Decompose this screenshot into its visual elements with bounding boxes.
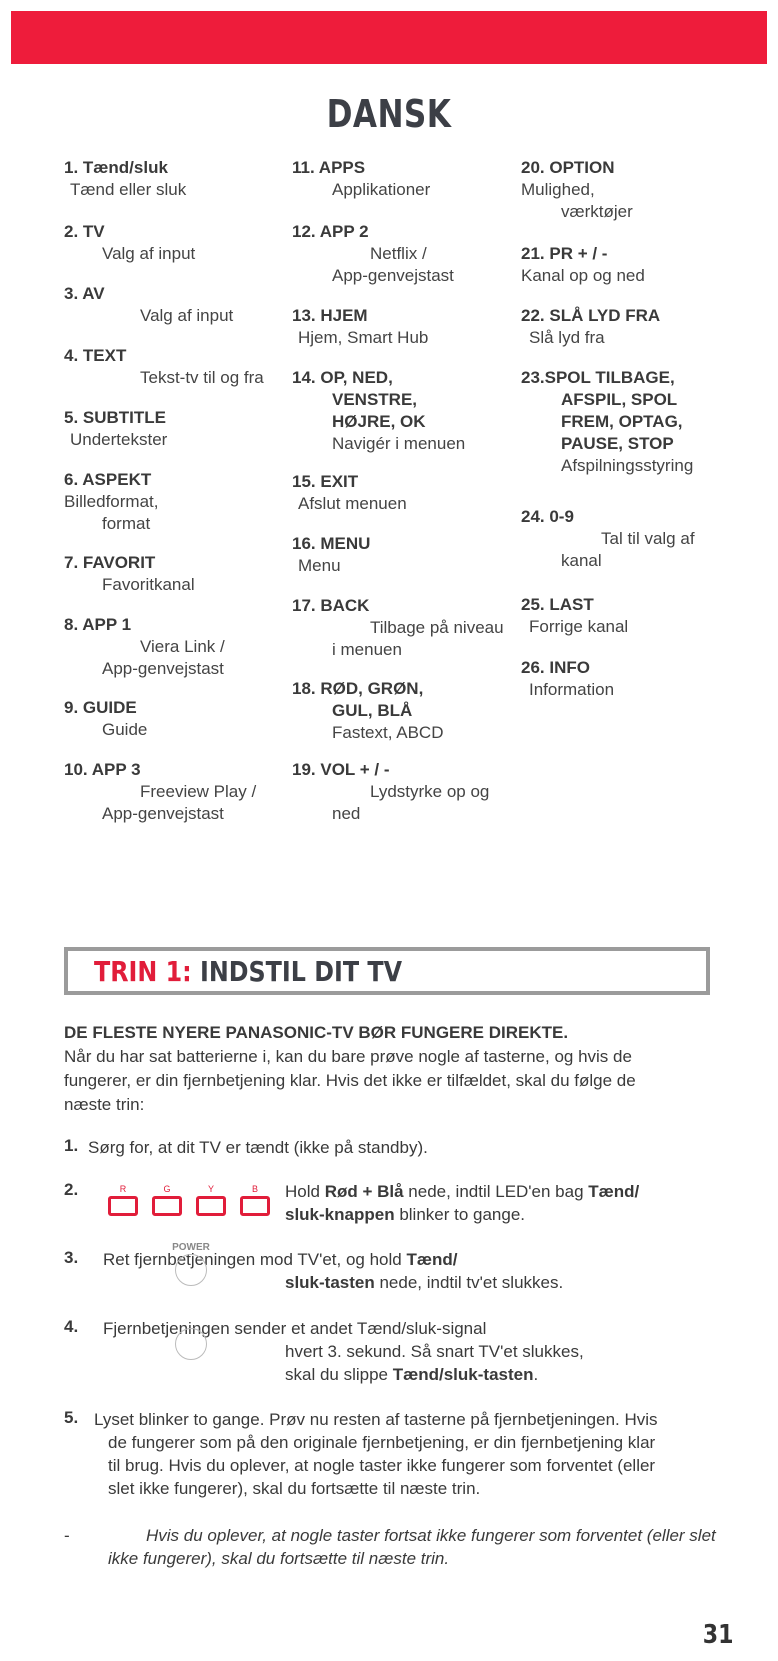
- item-title: 3. AV: [64, 284, 105, 303]
- item-title: 17. BACK: [292, 596, 370, 615]
- item-title: 6. ASPEKT: [64, 470, 152, 489]
- item-title: 10. APP 3: [64, 760, 141, 779]
- list-item: [292, 678, 443, 744]
- item-desc: Tekst-tv til og fra: [140, 368, 264, 387]
- list-item: [292, 157, 430, 201]
- item-title: 11. APPS: [292, 158, 366, 177]
- power-ring-icon: [175, 1254, 207, 1286]
- text-bold: Tænd/: [588, 1182, 640, 1201]
- key-label-y: Y: [207, 1184, 214, 1194]
- step-2-line-2: [285, 1203, 525, 1226]
- item-title: 21. PR + / -: [521, 244, 608, 263]
- step-5-line: slet ikke fungerer), skal du fortsætte til næste trin.: [108, 1479, 481, 1498]
- item-title: 4. TEXT: [64, 346, 127, 365]
- item-desc: Fastext, ABCD: [332, 723, 444, 742]
- key-label-r: R: [119, 1184, 127, 1194]
- step-3-number: 3.: [64, 1248, 79, 1267]
- step-1-number: 1.: [64, 1136, 79, 1155]
- list-item: [292, 221, 454, 287]
- item-title: 14. OP, NED,: [292, 368, 393, 387]
- item-desc: Netflix /: [370, 244, 427, 263]
- step-4-line-2: hvert 3. sekund. Så snart TV'et slukkes,: [285, 1342, 584, 1361]
- list-item: [64, 345, 264, 389]
- list-item: [521, 157, 633, 223]
- list-item: [64, 697, 147, 741]
- list-item: [521, 305, 660, 349]
- item-desc: format: [102, 514, 151, 533]
- lead-line: Når du har sat batterierne i, kan du bare prøve nogle af tasterne, og hvis de: [64, 1047, 632, 1066]
- text-bold: Rød + Blå: [324, 1182, 404, 1201]
- power-label: POWER: [172, 1242, 210, 1253]
- item-desc: ned: [332, 804, 361, 823]
- item-title: 2. TV: [64, 222, 105, 241]
- key-label-g: G: [163, 1184, 171, 1194]
- list-item: [64, 614, 225, 680]
- item-title: 19. VOL + / -: [292, 760, 390, 779]
- item-desc: Valg af input: [102, 244, 196, 263]
- page-number: 31: [702, 1620, 734, 1650]
- item-desc: Valg af input: [140, 306, 234, 325]
- item-desc: App-genvejstast: [332, 266, 454, 285]
- step-4-line-1: Fjernbetjeningen sender et andet Tænd/sluk-signal: [103, 1319, 487, 1338]
- step-4-number: 4.: [64, 1317, 79, 1336]
- text: Hold: [285, 1182, 325, 1201]
- item-desc: Slå lyd fra: [529, 328, 605, 347]
- item-title: 8. APP 1: [64, 615, 132, 634]
- text: Ret fjernbetjeningen mod TV'et, og hold: [103, 1250, 407, 1269]
- item-desc: Guide: [102, 720, 148, 739]
- text-bold: sluk-tasten: [285, 1273, 375, 1292]
- step-4-line-3: [285, 1363, 538, 1386]
- list-item: [521, 506, 695, 572]
- text: .: [533, 1365, 539, 1384]
- item-title: PAUSE, STOP: [561, 434, 674, 453]
- item-desc: Tal til valg af: [601, 529, 695, 548]
- list-item: [292, 367, 465, 455]
- item-title: HØJRE, OK: [332, 412, 426, 431]
- list-item: [64, 552, 195, 596]
- key-label-b: B: [251, 1184, 258, 1194]
- note-line: Hvis du oplever, at nogle taster fortsat ikke fungerer som forventet (eller slet: [146, 1526, 716, 1545]
- item-desc: Billedformat,: [64, 492, 159, 511]
- step-title: [94, 955, 402, 988]
- item-desc: værktøjer: [561, 202, 633, 221]
- item-desc: Applikationer: [332, 180, 431, 199]
- list-item: [521, 594, 628, 638]
- item-desc: Viera Link /: [140, 637, 225, 656]
- text: nede, indtil tv'et slukkes.: [374, 1273, 564, 1292]
- power-ring-icon: [175, 1328, 207, 1360]
- item-title: 7. FAVORIT: [64, 553, 156, 572]
- item-title: 5. SUBTITLE: [64, 408, 167, 427]
- item-desc: Hjem, Smart Hub: [298, 328, 429, 347]
- list-item: [292, 305, 428, 349]
- item-desc: Menu: [298, 556, 341, 575]
- item-desc: Navigér i menuen: [332, 434, 466, 453]
- step-2-number: 2.: [64, 1180, 79, 1199]
- item-desc: App-genvejstast: [102, 659, 224, 678]
- green-key-icon: [152, 1196, 182, 1216]
- step-3-line-1: [103, 1248, 457, 1271]
- text-bold: sluk-knappen: [285, 1205, 395, 1224]
- power-button-icon: [169, 1322, 213, 1362]
- lead-paragraph: [64, 1021, 744, 1117]
- item-title: 16. MENU: [292, 534, 371, 553]
- item-desc: Afspilningsstyring: [561, 456, 694, 475]
- step-5-line: Lyset blinker to gange. Prøv nu resten af tasterne på fjernbetjeningen. Hvis: [94, 1410, 658, 1429]
- item-title: 23.SPOL TILBAGE,: [521, 368, 675, 387]
- item-title: 1. Tænd/sluk: [64, 158, 168, 177]
- note-line: ikke fungerer), skal du fortsætte til næste trin.: [108, 1549, 450, 1568]
- item-desc: Afslut menuen: [298, 494, 407, 513]
- yellow-key-icon: [196, 1196, 226, 1216]
- step-heading: INDSTIL DIT TV: [191, 955, 403, 988]
- step-5-line: de fungerer som på den originale fjernbetjening, er din fjernbetjening klar: [108, 1433, 656, 1452]
- list-item: [521, 243, 645, 287]
- item-title: VENSTRE,: [332, 390, 418, 409]
- item-desc: Favoritkanal: [102, 575, 195, 594]
- item-title: 12. APP 2: [292, 222, 369, 241]
- text: skal du slippe: [285, 1365, 393, 1384]
- note-dash: -: [64, 1526, 70, 1545]
- list-item: [64, 157, 186, 201]
- list-item: [292, 759, 489, 825]
- list-item: [64, 283, 233, 327]
- text-bold: Tænd/sluk-tasten: [392, 1365, 534, 1384]
- step-2-line-1: [285, 1180, 639, 1203]
- text: nede, indtil LED'en bag: [403, 1182, 589, 1201]
- top-red-banner: [11, 11, 767, 64]
- step-header-box: [64, 947, 710, 995]
- text-bold: Tænd/: [406, 1250, 458, 1269]
- step-1-text: Sørg for, at dit TV er tændt (ikke på standby).: [88, 1138, 428, 1157]
- list-item: [292, 595, 504, 661]
- item-desc: i menuen: [332, 640, 402, 659]
- item-desc: kanal: [561, 551, 602, 570]
- item-desc: Tilbage på niveau: [370, 618, 504, 637]
- item-desc: Information: [529, 680, 615, 699]
- item-desc: App-genvejstast: [102, 804, 224, 823]
- item-title: 24. 0-9: [521, 507, 574, 526]
- list-item: [521, 657, 614, 701]
- item-title: 13. HJEM: [292, 306, 368, 325]
- item-desc: Forrige kanal: [529, 617, 629, 636]
- item-title: 26. INFO: [521, 658, 590, 677]
- list-item: [292, 533, 370, 577]
- item-desc: Mulighed,: [521, 180, 595, 199]
- language-title: DANSK: [326, 92, 452, 136]
- item-title: 20. OPTION: [521, 158, 615, 177]
- list-item: [521, 367, 693, 477]
- item-desc: Lydstyrke op og: [370, 782, 490, 801]
- item-title: 22. SLÅ LYD FRA: [521, 306, 661, 325]
- list-item: [292, 471, 407, 515]
- item-title: 25. LAST: [521, 595, 594, 614]
- lead-line: næste trin:: [64, 1095, 145, 1114]
- list-item: [64, 407, 167, 451]
- step-5-number: 5.: [64, 1408, 79, 1427]
- item-desc: Tænd eller sluk: [70, 180, 187, 199]
- item-title: 9. GUIDE: [64, 698, 137, 717]
- power-button-icon: [169, 1242, 213, 1288]
- color-keys-illustration: [108, 1184, 278, 1222]
- item-desc: Undertekster: [70, 430, 168, 449]
- list-item: [64, 469, 158, 535]
- step-3-line-2: [285, 1271, 563, 1294]
- step-5-line: til brug. Hvis du oplever, at nogle taster ikke fungerer som forventet (eller: [108, 1456, 656, 1475]
- lead-line: fungerer, er din fjernbetjening klar. Hvis det ikke er tilfældet, skal du følge de: [64, 1071, 636, 1090]
- lead-bold: DE FLESTE NYERE PANASONIC-TV BØR FUNGERE DIREKTE.: [64, 1023, 569, 1042]
- item-title: 15. EXIT: [292, 472, 359, 491]
- list-item: [64, 221, 195, 265]
- item-title: FREM, OPTAG,: [561, 412, 683, 431]
- item-desc: Freeview Play /: [140, 782, 257, 801]
- item-title: AFSPIL, SPOL: [561, 390, 678, 409]
- list-item: [64, 759, 256, 825]
- step-prefix: TRIN 1:: [94, 955, 192, 988]
- item-desc: Kanal op og ned: [521, 266, 645, 285]
- item-title: GUL, BLÅ: [332, 701, 413, 720]
- red-key-icon: [108, 1196, 138, 1216]
- blue-key-icon: [240, 1196, 270, 1216]
- item-title: 18. RØD, GRØN,: [292, 679, 424, 698]
- text: blinker to gange.: [394, 1205, 526, 1224]
